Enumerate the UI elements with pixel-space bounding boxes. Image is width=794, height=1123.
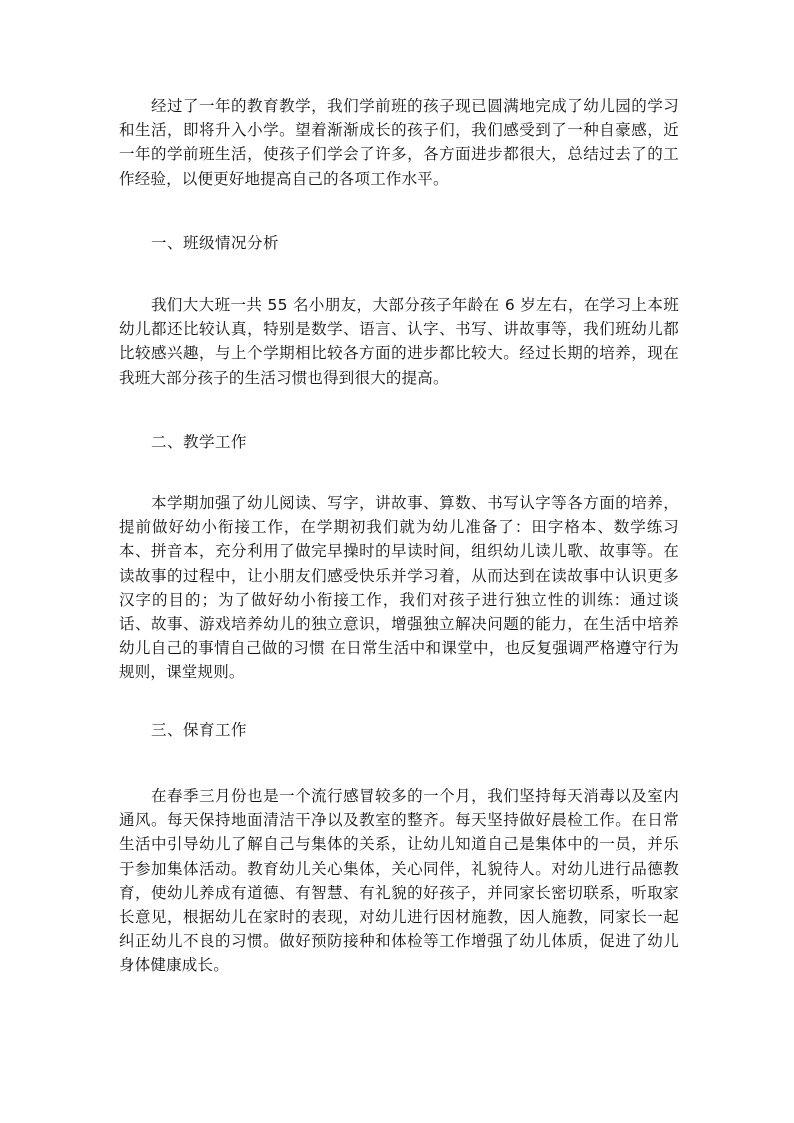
section-body-class-analysis: 我们大大班一共 55 名小朋友，大部分孩子年龄在 6 岁左右，在学习上本班幼儿都还比较认真，特别是数学、语言、认字、书写、讲故事等，我们班幼儿都比较感兴趣，与上个学期相比较各方面的进步都比较大。经过长期的培养，现在我班大部分孩子的生活习惯也得到很大的提高。 [119,296,679,387]
section-body-care: 在春季三月份也是一个流行感冒较多的一个月，我们坚持每天消毒以及室内通风。每天保持地面清洁干净以及教室的整齐。每天坚持做好晨检工作。在日常生活中引导幼儿了解自己与集体的关系，让幼儿知道自己是集体中的一员，并乐于参加集体活动。教育幼儿关心集体，关心同伴，礼貌待人。对幼儿进行品德教育，使幼儿养成有道德、有智慧、有礼貌的好孩子，并同家长密切联系，听取家长意见，根据幼儿在家时的表现，对幼儿进行因材施教，因人施教，同家长一起纠正幼儿不良的习惯。做好预防接种和体检等工作增强了幼儿体质，促进了幼儿身体健康成长。 [119,787,679,975]
intro-paragraph: 经过了一年的教育教学，我们学前班的孩子现已圆满地完成了幼儿园的学习和生活，即将升入小学。望着渐渐成长的孩子们，我们感受到了一种自豪感，近一年的学前班生活，使孩子们学会了许多，各方面进步都很大，总结过去了的工作经验，以便更好地提高自己的各项工作水平。 [119,97,679,188]
section-heading-class-analysis: 一、班级情况分析 [151,234,280,252]
section-heading-teaching: 二、教学工作 [151,433,248,451]
section-body-teaching: 本学期加强了幼儿阅读、写字，讲故事、算数、书写认字等各方面的培养，提前做好幼小衔接工作，在学期初我们就为幼儿准备了：田字格本、数学练习本、拼音本，充分利用了做完早操时的早读时间，组织幼儿读儿歌、故事等。在读故事的过程中，让小朋友们感受快乐并学习着，从而达到在读故事中认识更多汉字的目的；为了做好幼小衔接工作，我们对孩子进行独立性的训练：通过谈话、故事、游戏培养幼儿的独立意识，增强独立解决问题的能力，在生活中培养幼儿自己的事情自己做的习惯 在日常生活中和课堂中，也反复强调严格遵守行为规则，课堂规则。 [119,494,679,682]
section-heading-care: 三、保育工作 [151,721,248,739]
